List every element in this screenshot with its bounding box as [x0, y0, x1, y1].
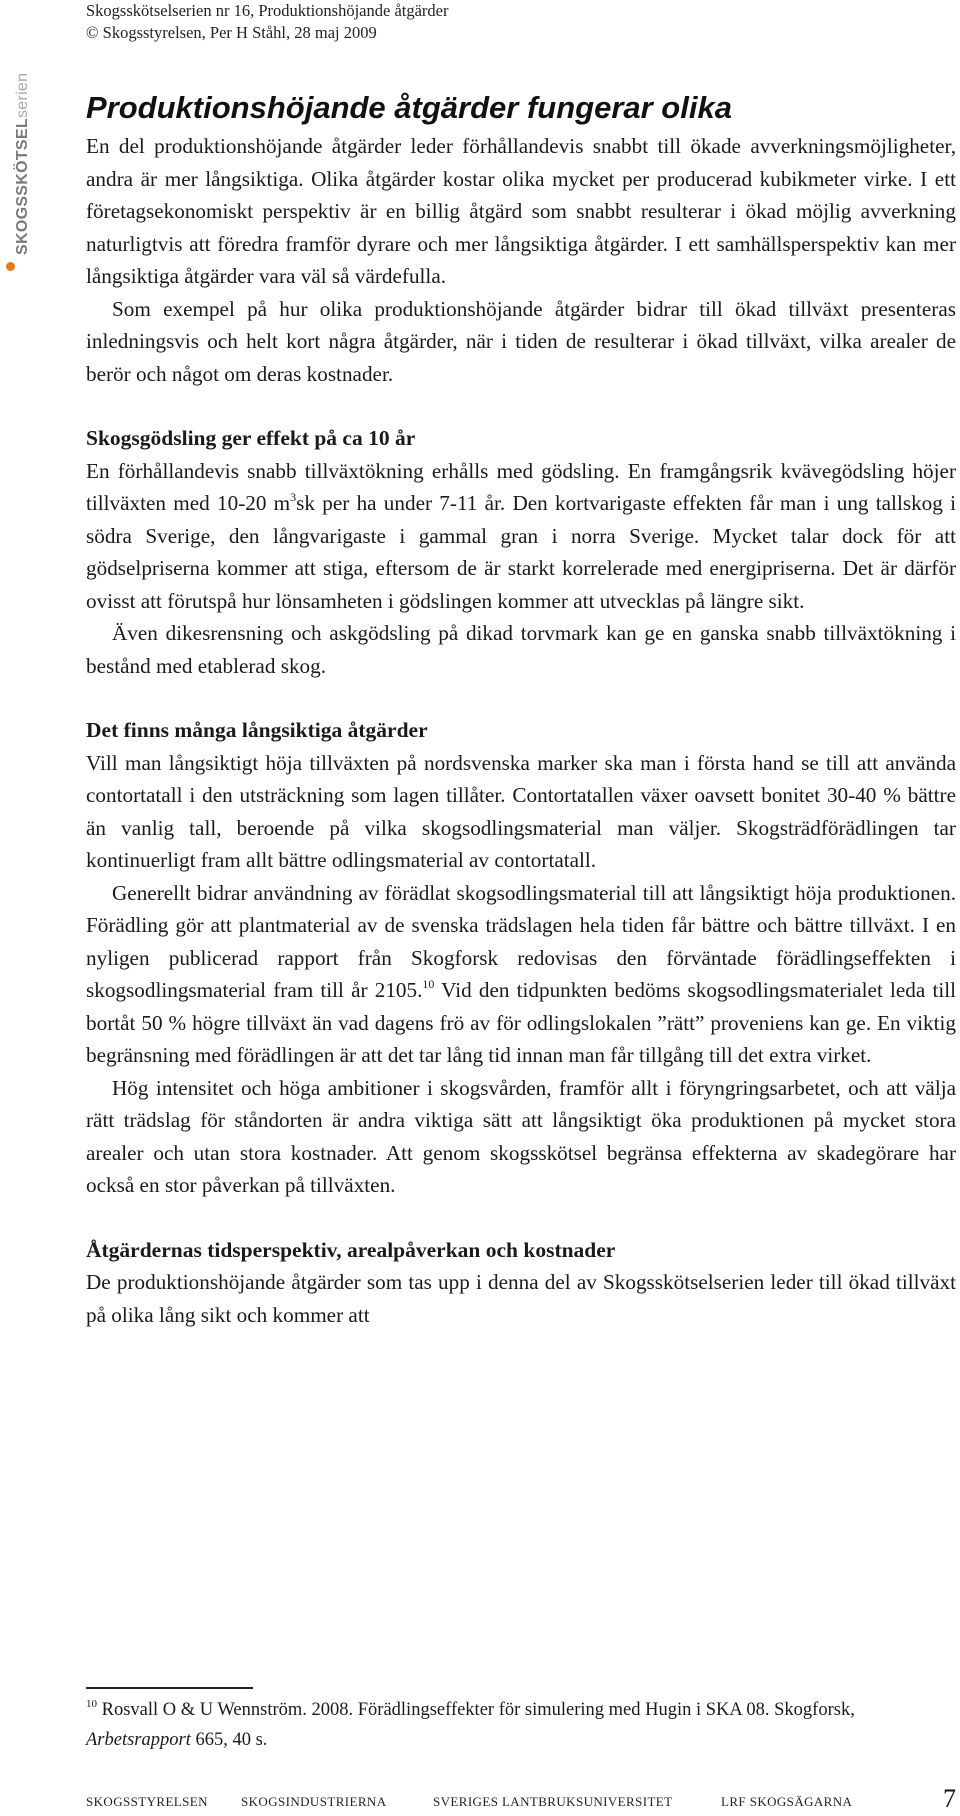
intro-paragraph-1: En del produktionshöjande åtgärder leder förhållandevis snabbt till ökade avverkningsmöjligheter, andra är mer långsiktiga. Olika åtgärder kostar olika mycket per producerad kubikmeter virke. I ett företagsekonomiskt perspektiv är en billig åtgärd som snabbt resulterar i ökad möjlig avverkning naturligtvis att föredra framför dyrare och mer långsiktiga åtgärder. I ett samhällsperspektiv kan mer långsiktiga åtgärder vara väl så värdefulla. — [86, 134, 956, 288]
long-term-paragraph-2 — [86, 877, 956, 1072]
footnote-text-a: Rosvall O & U Wennström. 2008. Förädlingseffekter för simulering med Hugin i SKA 08. Skogforsk, — [97, 1700, 855, 1720]
long-term-text-a: Generellt bidrar användning av förädlat skogsodlingsmaterial till att långsiktigt höja produktionen. Förädling gör att plantmaterial av de svenska trädslagen hela tiden får bättre och bättre tillväxt. I en nyligen publicerad rapport från Skogforsk redovisas den förväntade förädlingseffekten i skogsodlingsmaterial fram till år 2105. — [86, 880, 956, 1002]
long-term-paragraph-1: Vill man långsiktigt höja tillväxten på nordsvenska marker ska man i första hand se till att använda contortatall i den utsträckning som lagen tillåter. Contortatallen växer oavsett bonitet 30-40 % bättre än vanlig tall, beroende på vilka skogsodlingsmaterial man väljer. Skogsträdförädlingen tar kontinuerligt fram allt bättre odlingsmaterial av contortatall. — [86, 750, 956, 872]
logo-text-thin: serien — [14, 72, 31, 119]
footnote-reference-10: 10 — [422, 976, 435, 991]
footer-org-skogsstyrelsen: SKOGSSTYRELSEN — [86, 1794, 208, 1809]
logo-dot-icon — [6, 262, 15, 271]
footer-org-slu: SVERIGES LANTBRUKSUNIVERSITET — [433, 1794, 673, 1809]
section-heading-time-perspective: Åtgärdernas tidsperspektiv, arealpåverkan och kostnader — [86, 1237, 616, 1262]
footer-org-lrf: LRF SKOGSÄGARNA — [721, 1794, 853, 1809]
footnote-divider — [86, 1687, 253, 1689]
fertilization-text-a: En förhållandevis snabb tillväxtökning erhålls med gödsling. En framgångsrik kvävegödsling höjer tillväxten med 10-20 m — [86, 458, 956, 515]
page-content — [86, 86, 956, 1331]
logo-text-bold: SKOGSSKÖTSEL — [14, 118, 31, 255]
fertilization-text-b: sk per ha under 7-11 år. Den kortvarigaste effekten får man i ung tallskog i södra Sverige, den långvarigaste i gammal gran i norra Sverige. Mycket talar dock för att gödselpriserna kommer att stiga, eftersom de är starkt korrelerade med energipriserna. Det är därför ovisst att förutspå hur lönsamheten i gödslingen kommer att utvecklas på längre sikt. — [86, 491, 956, 613]
long-term-paragraph-3: Hög intensitet och höga ambitioner i skogsvården, framför allt i föryngringsarbetet, och att välja rätt trädslag för ståndorten är andra viktiga sätt att långsiktigt öka produktionen på mycket stora arealer och utan stora kostnader. Att genom skogsskötsel begränsa effekterna av skadegörare har också en stor påverkan på tillväxten. — [86, 1075, 956, 1197]
long-term-text-b: Vid den tidpunkten bedöms skogsodlingsmaterialet leda till bortåt 50 % högre tillväxt än vad dagens frö av för odlingslokalen ”rätt” proveniens kan ge. En viktig begränsning med förädlingen är att det tar lång tid innan man får tillgång till det extra virket. — [86, 978, 957, 1067]
footnote — [86, 1695, 956, 1755]
main-title: Produktionshöjande åtgärder fungerar olika — [86, 90, 732, 125]
series-line: Skogsskötselserien nr 16, Produktionshöjande åtgärder — [86, 1, 449, 20]
fertilization-paragraph-1 — [86, 455, 956, 618]
page-number: 7 — [943, 1784, 956, 1813]
copyright-line: © Skogsstyrelsen, Per H Ståhl, 28 maj 2009 — [86, 23, 377, 42]
footnote-text-b: 665, 40 s. — [190, 1730, 268, 1750]
footnote-marker: 10 — [86, 1697, 97, 1710]
section-heading-long-term: Det finns många långsiktiga åtgärder — [86, 718, 428, 742]
time-perspective-paragraph-1: De produktionshöjande åtgärder som tas upp i denna del av Skogsskötselserien leder till ökad tillväxt på olika lång sikt och kommer att — [86, 1270, 956, 1327]
footnote-italic: Arbetsrapport — [86, 1730, 191, 1750]
section-heading-fertilization: Skogsgödsling ger effekt på ca 10 år — [86, 426, 416, 450]
page-footer — [86, 1786, 956, 1816]
superscript-3: 3 — [290, 489, 297, 504]
intro-paragraph-2: Som exempel på hur olika produktionshöjande åtgärder bidrar till ökad tillväxt presenteras inledningsvis och helt kort några åtgärder, när i tiden de resulterar i ökad tillväxt, vilka arealer de berör och något om deras kostnader. — [86, 296, 956, 386]
logo-text — [14, 73, 32, 255]
page-header — [86, 0, 448, 44]
skogsskotselserien-logo — [0, 30, 30, 260]
fertilization-paragraph-2: Även dikesrensning och askgödsling på dikad torvmark kan ge en ganska snabb tillväxtökning i bestånd med etablerad skog. — [86, 621, 956, 678]
footer-org-skogsindustrierna: SKOGSINDUSTRIERNA — [241, 1794, 387, 1809]
